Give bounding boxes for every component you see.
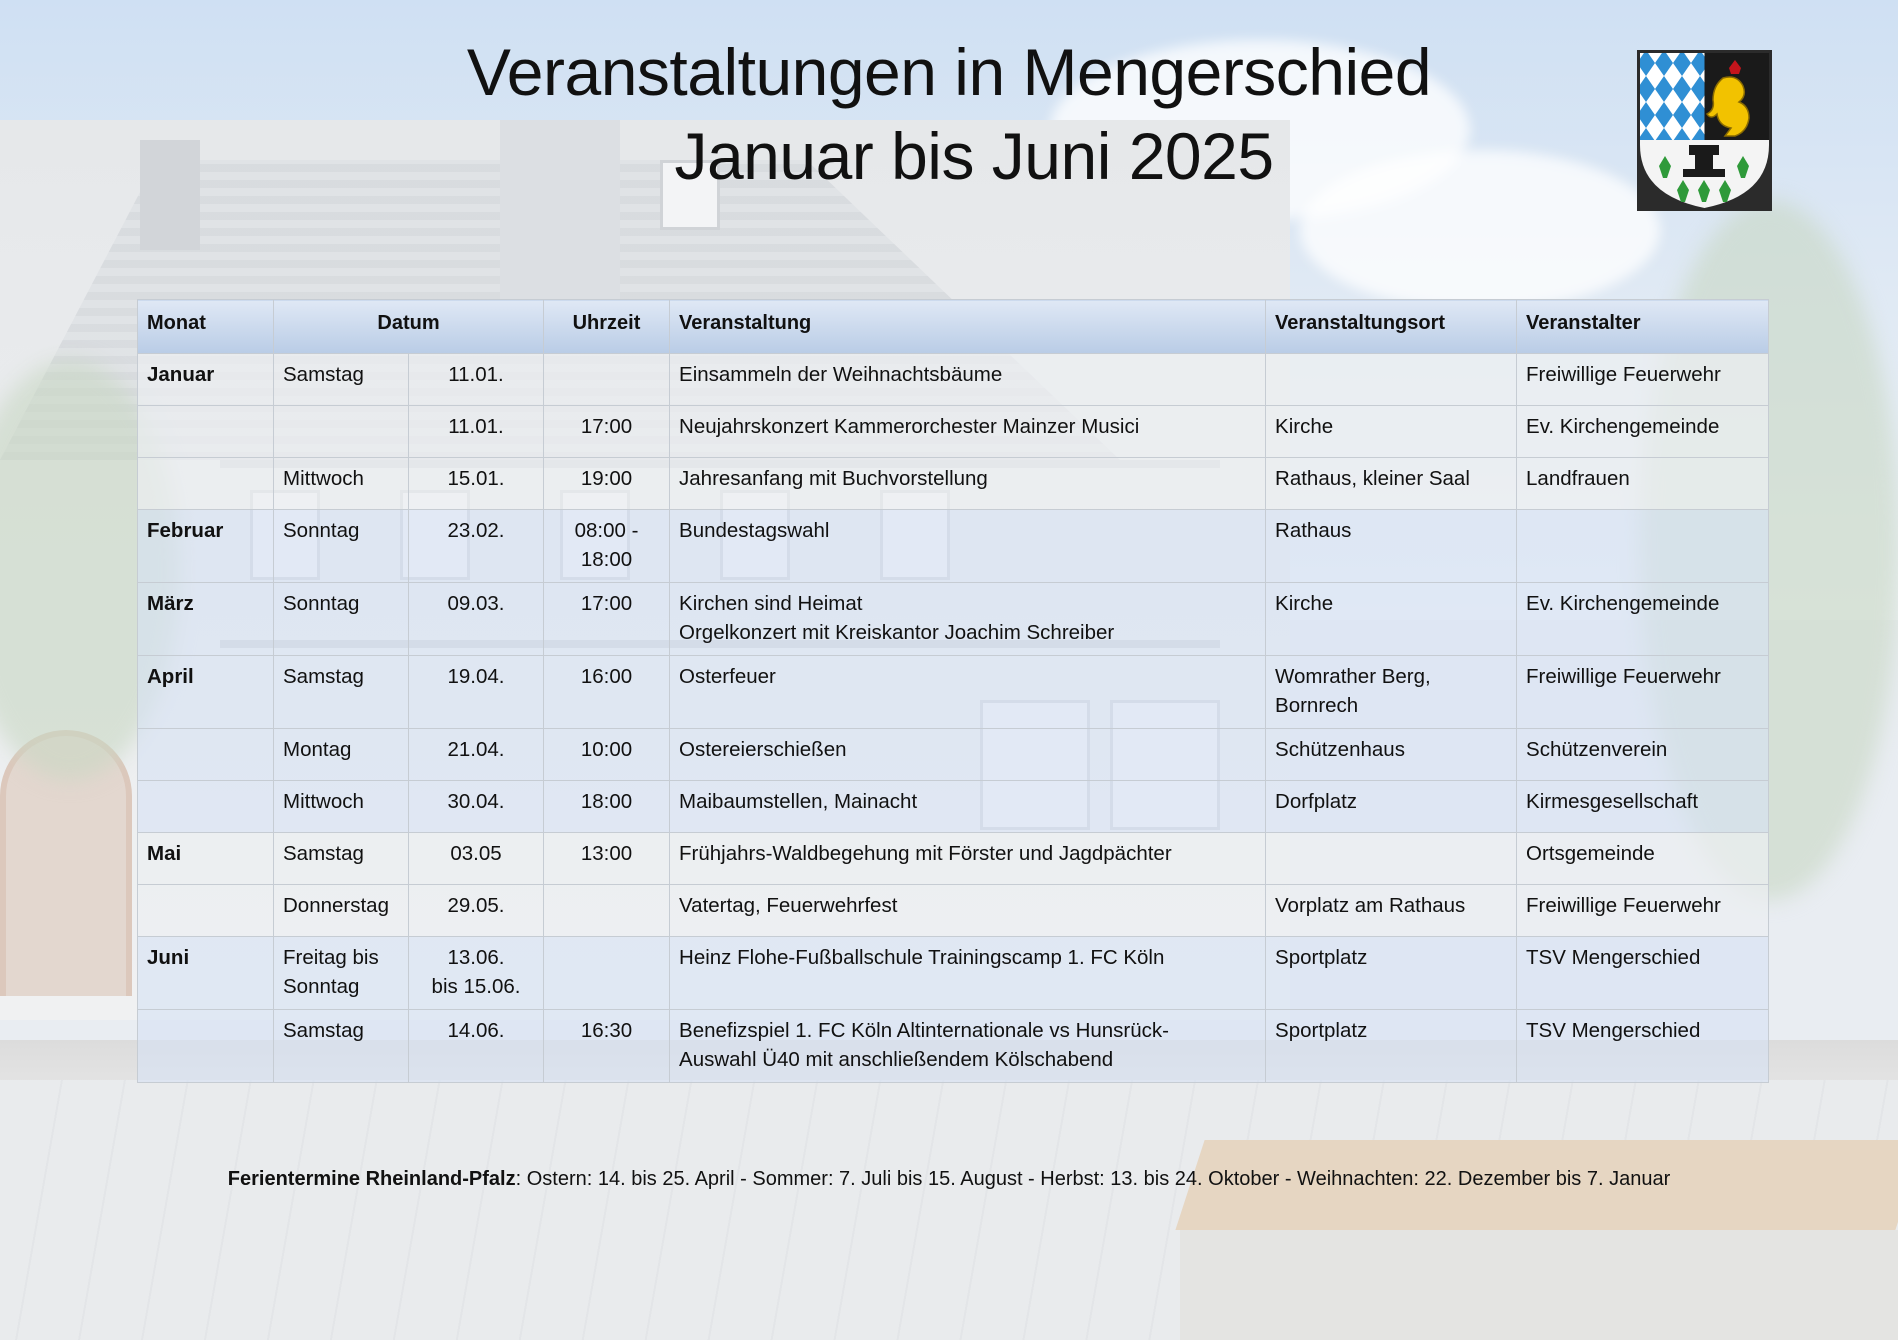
cell-weekday: Montag [274,729,409,781]
cell-event: Maibaumstellen, Mainacht [670,781,1266,833]
cell-date: 29.05. [409,885,544,937]
cell-place: Kirche [1266,406,1517,458]
cell-month [138,781,274,833]
cell-event: Bundestagswahl [670,510,1266,583]
cell-organizer: Ortsgemeinde [1517,833,1769,885]
coat-of-arms-icon [1637,50,1772,211]
cell-date: 21.04. [409,729,544,781]
cell-date: 30.04. [409,781,544,833]
cell-organizer: Ev. Kirchengemeinde [1517,583,1769,656]
cell-date: 15.01. [409,458,544,510]
cell-month: Mai [138,833,274,885]
holiday-dates-footer [0,1168,1898,1191]
cell-time [544,354,670,406]
table-row [138,937,1769,1010]
column-header-monat: Monat [138,300,274,354]
holiday-dates-label: Ferientermine Rheinland-Pfalz [227,1168,516,1190]
cell-time [544,510,670,583]
events-table [137,299,1769,1083]
cell-organizer: Ev. Kirchengemeinde [1517,406,1769,458]
cell-weekday: Samstag [274,354,409,406]
cell-weekday-line1: Freitag bis [283,946,379,969]
cell-weekday: Sonntag [274,510,409,583]
cell-event: Osterfeuer [670,656,1266,729]
cell-place-line2: Bornrech [1275,694,1359,717]
cell-date: 11.01. [409,354,544,406]
cell-event-line2: Orgelkonzert mit Kreiskantor Joachim Schreiber [679,621,1115,644]
cell-month: April [138,656,274,729]
column-header-veranstaltung: Veranstaltung [670,300,1266,354]
background-bench-base [1180,1230,1898,1340]
cell-organizer: Freiwillige Feuerwehr [1517,354,1769,406]
table-header-row [138,300,1769,354]
cell-time: 19:00 [544,458,670,510]
cell-month [138,458,274,510]
cell-month: Januar [138,354,274,406]
cell-weekday [274,406,409,458]
cell-date: 11.01. [409,406,544,458]
cell-event: Heinz Flohe-Fußballschule Trainingscamp 1. FC Köln [670,937,1266,1010]
cell-event: Jahresanfang mit Buchvorstellung [670,458,1266,510]
column-header-veranstaltungsort: Veranstaltungsort [1266,300,1517,354]
cell-month [138,729,274,781]
table-row [138,885,1769,937]
cell-event-line1: Kirchen sind Heimat [679,592,863,615]
table-row [138,406,1769,458]
table-row [138,510,1769,583]
cell-date: 19.04. [409,656,544,729]
cell-event: Frühjahrs-Waldbegehung mit Förster und Jagdpächter [670,833,1266,885]
column-header-veranstalter: Veranstalter [1517,300,1769,354]
cell-organizer: TSV Mengerschied [1517,937,1769,1010]
cell-time: 16:30 [544,1010,670,1083]
cell-weekday [274,937,409,1010]
cell-event: Vatertag, Feuerwehrfest [670,885,1266,937]
cell-weekday: Mittwoch [274,781,409,833]
cell-event [670,583,1266,656]
cell-organizer: Kirmesgesellschaft [1517,781,1769,833]
cell-time: 16:00 [544,656,670,729]
cell-weekday-line2: Sonntag [283,975,360,998]
cell-weekday: Samstag [274,656,409,729]
cell-place: Sportplatz [1266,1010,1517,1083]
page-title-line2: Januar bis Juni 2025 [674,119,1274,193]
cell-time: 13:00 [544,833,670,885]
table-row [138,656,1769,729]
cell-place: Vorplatz am Rathaus [1266,885,1517,937]
cell-date-line2: bis 15.06. [431,975,521,998]
cell-date: 14.06. [409,1010,544,1083]
cell-place: Rathaus [1266,510,1517,583]
cell-event [670,1010,1266,1083]
cell-time: 17:00 [544,583,670,656]
cell-event: Neujahrskonzert Kammerorchester Mainzer Musici [670,406,1266,458]
table-row [138,354,1769,406]
cell-time: 18:00 [544,781,670,833]
cell-event: Ostereierschießen [670,729,1266,781]
cell-organizer: Landfrauen [1517,458,1769,510]
cell-event: Einsammeln der Weihnachtsbäume [670,354,1266,406]
column-header-uhrzeit: Uhrzeit [544,300,670,354]
cell-place [1266,354,1517,406]
cell-date: 03.05 [409,833,544,885]
cell-month [138,885,274,937]
cell-date [409,937,544,1010]
cell-place [1266,656,1517,729]
cell-month: Februar [138,510,274,583]
cell-event-line1: Benefizspiel 1. FC Köln Altinternationale vs Hunsrück- [679,1019,1169,1042]
cell-weekday: Sonntag [274,583,409,656]
cell-time: 17:00 [544,406,670,458]
cell-date: 23.02. [409,510,544,583]
cell-date: 09.03. [409,583,544,656]
cell-organizer [1517,510,1769,583]
cell-place: Schützenhaus [1266,729,1517,781]
cell-time-line1: 08:00 - [574,519,639,542]
page-title-line1: Veranstaltungen in Mengerschied [466,35,1432,109]
cell-weekday: Donnerstag [274,885,409,937]
cell-month [138,1010,274,1083]
holiday-dates-text: : Ostern: 14. bis 25. April - Sommer: 7. Juli bis 15. August - Herbst: 13. bis 24. Oktober - Weihnachten: 22. Dezember bis 7. Januar [515,1168,1671,1190]
cell-organizer: Freiwillige Feuerwehr [1517,885,1769,937]
table-row [138,458,1769,510]
cell-month: März [138,583,274,656]
cell-time-line2: 18:00 [580,548,633,571]
cell-place: Kirche [1266,583,1517,656]
cell-place: Dorfplatz [1266,781,1517,833]
table-row [138,583,1769,656]
table-row [138,781,1769,833]
cell-time [544,885,670,937]
table-row [138,729,1769,781]
cell-weekday: Samstag [274,833,409,885]
cell-place: Sportplatz [1266,937,1517,1010]
cell-weekday: Mittwoch [274,458,409,510]
table-row [138,833,1769,885]
page-header [0,30,1898,198]
cell-event-line2: Auswahl Ü40 mit anschließendem Kölschabend [679,1048,1114,1071]
column-header-datum: Datum [274,300,544,354]
cell-organizer: TSV Mengerschied [1517,1010,1769,1083]
cell-organizer: Schützenverein [1517,729,1769,781]
cell-organizer: Freiwillige Feuerwehr [1517,656,1769,729]
cell-time [544,937,670,1010]
cell-place-line1: Womrather Berg, [1275,665,1431,688]
cell-time: 10:00 [544,729,670,781]
table-row [138,1010,1769,1083]
cell-month: Juni [138,937,274,1010]
cell-date-line1: 13.06. [447,946,505,969]
cell-month [138,406,274,458]
cell-place [1266,833,1517,885]
events-table-container [137,299,1768,1083]
cell-weekday: Samstag [274,1010,409,1083]
cell-place: Rathaus, kleiner Saal [1266,458,1517,510]
